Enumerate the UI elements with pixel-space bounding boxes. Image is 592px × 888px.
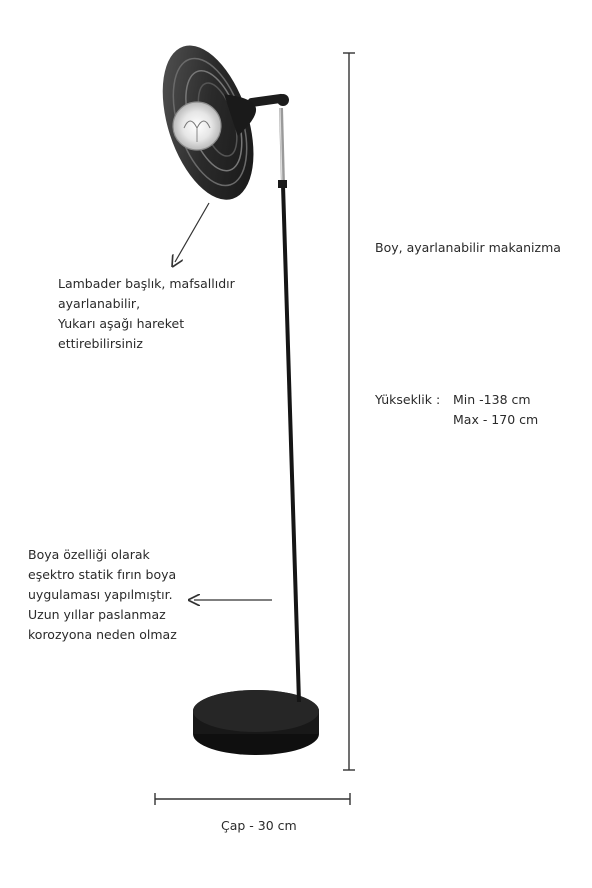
lamp-head-note-line: ettirebilirsiniz — [58, 336, 143, 351]
paint-note-line: uygulaması yapılmıştır. — [28, 587, 173, 602]
lamp-head-note-line: ayarlanabilir, — [58, 296, 141, 311]
lamp-bulb — [173, 102, 221, 150]
lamp-head-note-line: Lambader başlık, mafsallıdır — [58, 276, 235, 291]
diameter-dimension-line — [155, 793, 350, 805]
height-min: Min -138 cm — [453, 392, 531, 407]
paint-note-line: korozyona neden olmaz — [28, 627, 177, 642]
diameter-note: Çap - 30 cm — [221, 818, 297, 833]
lamp-head-note — [58, 274, 235, 354]
paint-note-line: Uzun yıllar paslanmaz — [28, 607, 166, 622]
height-dimension-line — [343, 53, 355, 770]
height-spec-values — [453, 390, 538, 430]
lamp-pole — [248, 94, 299, 702]
paint-note — [28, 545, 177, 645]
paint-note-line: Boya özelliği olarak — [28, 547, 150, 562]
lamp-head-note-line: Yukarı aşağı hareket — [58, 316, 185, 331]
height-spec-label: Yükseklik : — [375, 392, 441, 407]
paint-note-line: eşektro statik fırın boya — [28, 567, 177, 582]
height-max: Max - 170 cm — [453, 412, 539, 427]
lamp-head-arrow — [175, 203, 209, 262]
height-adjust-note: Boy, ayarlanabilir makanizma — [375, 240, 561, 255]
height-spec — [375, 390, 539, 427]
